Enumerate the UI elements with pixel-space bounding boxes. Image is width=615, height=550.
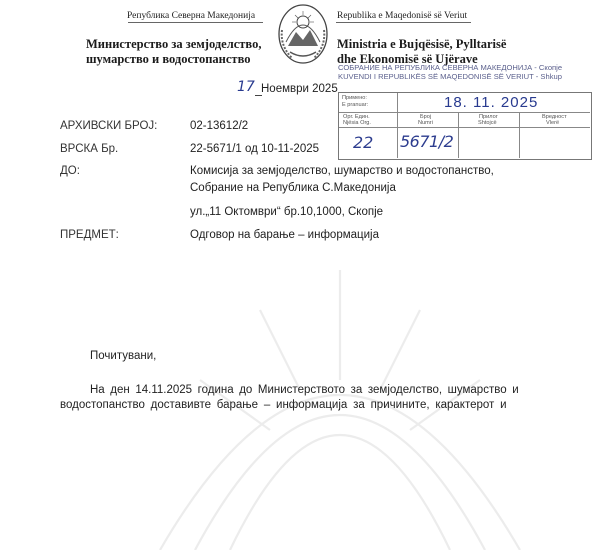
stamp-received-label-cell: [339, 93, 398, 113]
stamp-number-value-cell: [398, 128, 459, 158]
subject-value: Одговор на барање – информација: [190, 229, 379, 241]
stamp-attachment-label-cell: [459, 113, 520, 128]
stamp-org-unit-value-cell: [339, 128, 398, 158]
greeting: Почитувани,: [90, 350, 157, 362]
stamp-org-unit-label-cell: [339, 113, 398, 128]
coat-of-arms-emblem: [276, 2, 330, 66]
stamp-received-label: Примено:: [342, 95, 367, 101]
reference-number-label: ВРСКА Бр.: [60, 143, 119, 155]
stamp-received-date-cell: [398, 93, 590, 113]
ministry-mk-line1: Министерство за земјоделство,: [86, 37, 262, 51]
header-rule-left: [128, 22, 263, 23]
stamp-value-label-cell: [520, 113, 590, 128]
stamp-number-label-al: Numri: [418, 120, 433, 126]
republic-name-mk: Република Северна Македонија: [127, 11, 256, 21]
reference-number-value: 22-5671/1 од 10-11-2025: [190, 143, 320, 155]
stamp-number-value: 5671/2: [400, 132, 454, 151]
stamp-org-unit-label-al: Njësia Org.: [343, 120, 371, 126]
ministry-al-line1: Ministria e Bujqësisë, Pylltarisë: [337, 37, 507, 51]
stamp-received-label-al: E pranuar:: [342, 102, 369, 108]
registry-stamp: [338, 92, 592, 160]
ministry-name-mk: [86, 37, 261, 67]
date-month-year: Ноември 2025: [261, 83, 338, 95]
stamp-value-value-cell: [520, 128, 590, 158]
recipient-line-2: Собрание на Република С.Македонија: [190, 182, 396, 194]
archive-number-value: 02-13612/2: [190, 120, 249, 132]
stamp-value-label: Вредност: [542, 114, 567, 120]
header-rule-right: [336, 22, 471, 23]
stamp-received-date: 18. 11. 2025: [444, 94, 539, 111]
stamp-number-label: Број: [420, 114, 432, 120]
recipient-address: ул.„11 Октомври“ бр.10,1000, Скопје: [190, 206, 384, 218]
stamp-org-unit-value: 22: [353, 133, 374, 152]
recipient-line-1: Комисија за земјоделство, шумарство и водостопанство,: [190, 165, 494, 177]
stamp-attachment-label-al: Shtojcë: [478, 120, 497, 126]
stamp-attachment-value-cell: [459, 128, 520, 158]
stamp-value-label-al: Vlerë: [546, 120, 560, 126]
stamp-number-label-cell: [398, 113, 459, 128]
subject-label: ПРЕДМЕТ:: [60, 229, 119, 241]
body-paragraph-line-2: водостопанство доставивте барање – информација за причините, карактерот и: [60, 399, 507, 411]
date-day-handwritten: 17: [237, 79, 255, 95]
body-paragraph-line-1: На ден 14.11.2025 година до Министерството за земјоделство, шумарство и: [90, 384, 519, 396]
stamp-attachment-label: Прилог: [479, 114, 498, 120]
archive-number-label: АРХИВСКИ БРОЈ:: [60, 120, 158, 132]
recipient-label: ДО:: [60, 165, 80, 177]
stamp-title-al: KUVENDI I REPUBLIKËS SË MAQEDONISË SË VERIUT - Shkup: [338, 72, 562, 81]
republic-name-al: Republika e Maqedonisë së Veriut: [337, 11, 468, 21]
stamp-org-unit-label: Орг. Един.: [343, 114, 370, 120]
ministry-mk-line2: шумарство и водостопанство: [86, 52, 251, 66]
stamp-title-mk: СОБРАНИЕ НА РЕПУБЛИКА СЕВЕРНА МАКЕДОНИЈА - Скопје: [338, 63, 563, 72]
ministry-al-line2: dhe Ekonomisë së Ujërave: [337, 52, 478, 66]
